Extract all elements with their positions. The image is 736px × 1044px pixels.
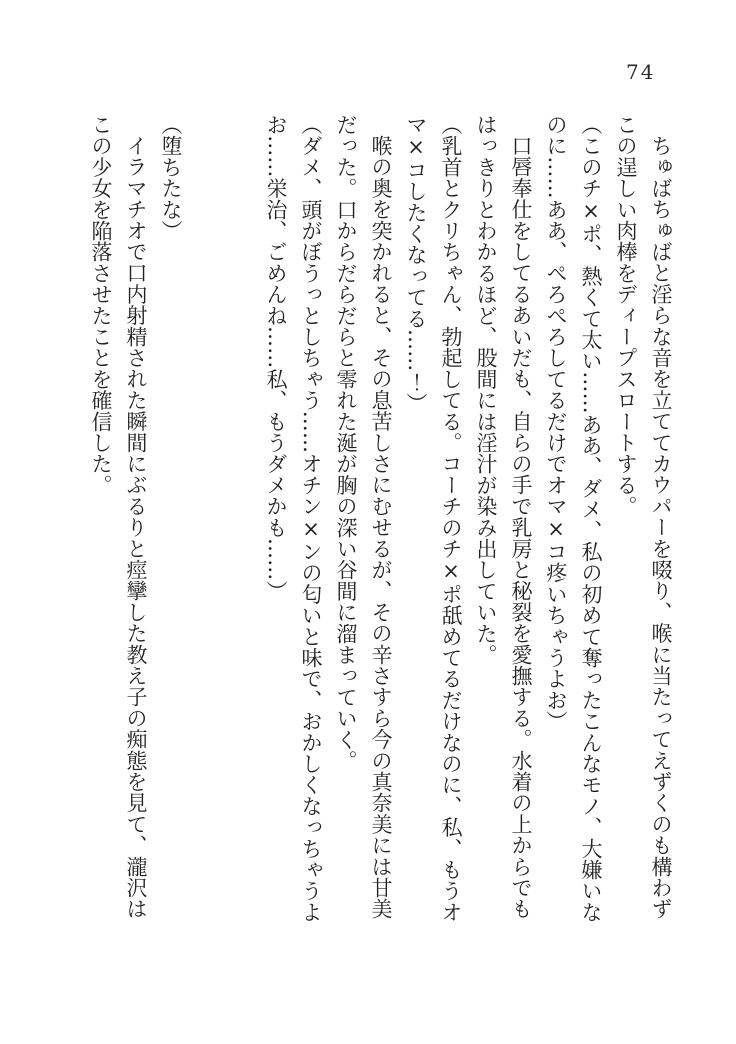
- text-line: ちゅばちゅばと淫らな音を立ててカウパーを啜り、喉に当たってえずくのも構わず: [649, 135, 673, 920]
- text-line: （乳首とクリちゃん、勃起してる。コーチのチ×ポ舐めてるだけなのに、私、もうオ: [439, 114, 463, 923]
- text-line: （このチ×ポ、熱くて太い……ああ、ダメ、私の初めて奪ったこんなモノ、大嫌いな: [579, 114, 603, 923]
- text-line: お……栄治、ごめんね……私、もうダメかも……）: [264, 114, 288, 602]
- text-line: 口唇奉仕をしてるあいだも、自らの手で乳房と秘裂を愛撫する。水着の上からでも: [509, 135, 533, 920]
- text-block: [83, 114, 678, 928]
- text-line: マ×コしたくなってる……！）: [404, 114, 428, 414]
- text-line: だった。口からだらだらと零れた涎が胸の深い谷間に溜まっていく。: [334, 114, 358, 772]
- text-line: はっきりとわかるほど、股間には淫汁が染み出していた。: [474, 114, 498, 666]
- text-line: （ダメ、頭がぼうっとしちゃう……オチン×ンの匂いと味で、おかしくなっちゃうよ: [299, 114, 323, 923]
- page-number: 74: [626, 60, 656, 84]
- text-line: （堕ちたな）: [159, 114, 183, 242]
- text-line: のに……ああ、ぺろぺろしてるだけでオマ×コ疼いちゃうよお）: [544, 114, 568, 732]
- text-line: この逞しい肉棒をディープスロートする。: [614, 114, 638, 517]
- text-line: 喉の奥を突かれると、その息苦しさにむせるが、その辛さすら今の真奈美には甘美: [369, 135, 393, 920]
- text-line: この少女を陥落させたことを確信した。: [89, 114, 113, 496]
- text-line: イラマチオで口内射精された瞬間にぶるりと痙攣した教え子の痴態を見て、瀧沢は: [124, 135, 148, 920]
